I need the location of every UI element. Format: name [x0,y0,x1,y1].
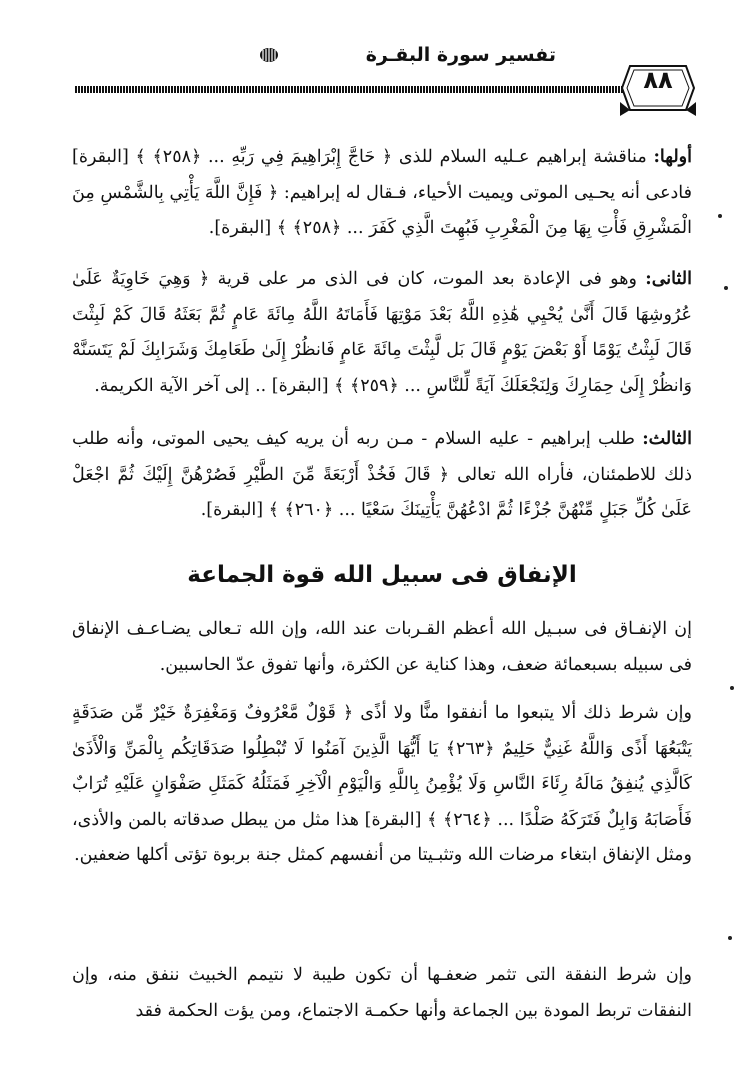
paragraph-text: وإن شرط ذلك ألا يتبعوا ما أنفقوا منًّا ولا أذًى ﴿ قَوْلٌ مَّعْرُوفٌ وَمَغْفِرَةٌ خَيْرٌ مِّن صَدَقَةٍ يَتْبَعُهَا أَذًى وَاللَّهُ غَنِيٌّ حَلِيمٌ ﴿٢٦٣﴾ يَا أَيُّهَا الَّذِينَ آمَنُوا لَا تُبْطِلُوا صَدَقَاتِكُم بِالْمَنِّ وَالْأَذَىٰ كَالَّذِي يُنفِقُ مَالَهُ رِئَاءَ النَّاسِ وَلَا يُؤْمِنُ بِاللَّهِ وَالْيَوْمِ الْآخِرِ فَمَثَلُهُ كَمَثَلِ صَفْوَانٍ عَلَيْهِ تُرَابٌ فَأَصَابَهُ وَابِلٌ فَتَرَكَهُ صَلْدًا ... ﴿٢٦٤﴾ ﴾ [البقرة] هذا مثل من يبطل صدقاته بالمن والأذى، ومثل الإنفاق ابتغاء مرضات الله وتثبـيتا من أنفسهم كمثل جنة بربوة تؤتى أكلها ضعفين. [72,703,692,866]
paragraph-text: مناقشة إبراهيم عـليه السلام للذى ﴿ حَاجَّ إِبْرَاهِيمَ فِي رَبِّهِ ... ﴿٢٥٨﴾ ﴾ [البقرة] فادعى أنه يحـيى الموتى ويميت الأحياء، فـقال له إبراهيم: ﴿ فَإِنَّ اللَّهَ يَأْتِي بِالشَّمْسِ مِنَ الْمَشْرِقِ فَأْتِ بِهَا مِنَ الْمَغْرِبِ فَبُهِتَ الَّذِي كَفَرَ ... ﴿٢٥٨﴾ ﴾ [البقرة]. [72,147,692,239]
paragraph-second [72,262,692,404]
paragraph-text: وهو فى الإعادة بعد الموت، كان فى الذى مر على قرية ﴿ وَهِيَ خَاوِيَةٌ عَلَىٰ عُرُوشِهَا قَالَ أَنَّىٰ يُحْيِي هَٰذِهِ اللَّهُ بَعْدَ مَوْتِهَا فَأَمَاتَهُ اللَّهُ مِائَةَ عَامٍ ثُمَّ بَعَثَهُ قَالَ كَمْ لَبِثْتَ قَالَ لَبِثْتُ يَوْمًا أَوْ بَعْضَ يَوْمٍ قَالَ بَل لَّبِثْتَ مِائَةَ عَامٍ فَانظُرْ إِلَىٰ طَعَامِكَ وَشَرَابِكَ لَمْ يَتَسَنَّهْ وَانظُرْ إِلَىٰ حِمَارِكَ وَلِنَجْعَلَكَ آيَةً لِّلنَّاسِ ... ﴿٢٥٩﴾ ﴾ [البقرة] .. إلى آخر الآية الكريمة. [72,269,692,396]
paragraph-text: طلب إبراهيم - عليه السلام - مـن ربه أن يريه كيف يحيى الموتى، وأنه طلب ذلك للاطمئنان، فأراه الله تعالى ﴿ قَالَ فَخُذْ أَرْبَعَةً مِّنَ الطَّيْرِ فَصُرْهُنَّ إِلَيْكَ ثُمَّ اجْعَلْ عَلَىٰ كُلِّ جَبَلٍ مِّنْهُنَّ جُزْءًا ثُمَّ ادْعُهُنَّ يَأْتِينَكَ سَعْيًا ... ﴿٢٦٠﴾ ﴾ [البقرة]. [72,429,692,521]
section-paragraph-first [72,612,692,683]
section-paragraph-third [72,958,692,1029]
paragraph-text: إن الإنفـاق فى سبـيل الله أعظم القـربات عند الله، وإن الله تـعالى يضـاعـف الإنفاق فى سبيله بسبعمائة ضعف، وهذا كناية عن الكثرة، وأنها تفوق عدّ الحاسبين. [72,619,692,675]
header-rule [75,86,623,93]
paragraph-third [72,422,692,529]
section-heading: الإنفاق فى سبيل الله قوة الجماعة [187,562,577,588]
scan-speck [730,686,734,690]
scan-speck [724,286,728,290]
scan-speck [728,936,732,940]
page-number: ٨٨ [643,66,673,94]
scan-speck [718,214,722,218]
paragraph-text: وإن شرط النفقة التى تثمر ضعفـها أن تكون طيبة لا نتيمم الخبيث ننفق منه، وإن النفقات تربط المودة بين الجماعة وأنها حكمـة الاجتماع، ومن يؤت الحكمة فقد [72,965,692,1021]
paragraph-lead: الثانى: [645,269,692,289]
paragraph-lead: أولها: [653,147,692,167]
running-header-title: تفسير سورة البقـرة [365,44,556,66]
paragraph-lead: الثالث: [642,429,692,449]
section-paragraph-second [72,696,692,874]
paragraph-first [72,140,692,247]
ornament-icon [258,46,280,64]
